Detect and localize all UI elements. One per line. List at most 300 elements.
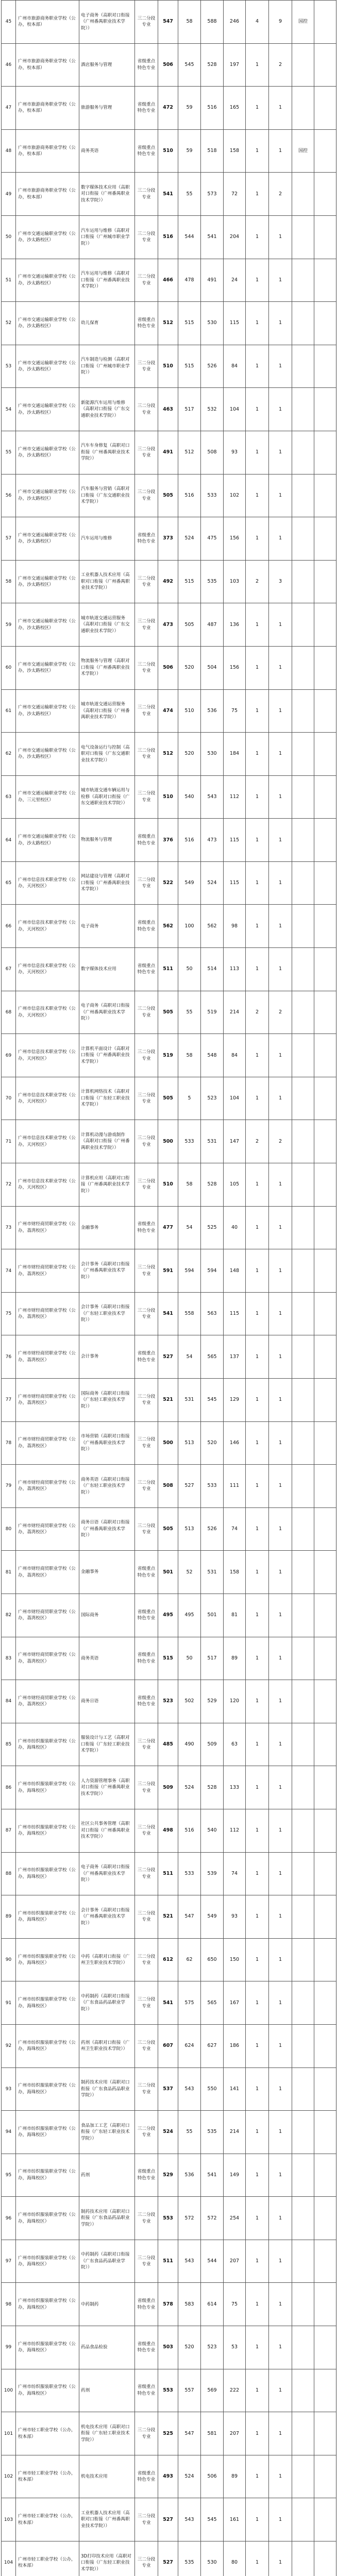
- major-name-cell: 汽车运用与维修（高职对口衔接（广州城市职业学院））: [79, 215, 135, 259]
- count-f-cell: 1: [269, 2412, 292, 2455]
- flag-cell: [292, 1249, 314, 1293]
- remark-cell: [314, 861, 336, 905]
- score-c-cell: 530: [201, 733, 224, 776]
- count-e-cell: 1: [246, 2197, 269, 2240]
- major-name-cell: 电子商务（高职对口衔接（广州番禺职业技术学院））: [79, 991, 135, 1034]
- count-f-cell: 1: [269, 1594, 292, 1637]
- row-number-cell: 56: [2, 474, 16, 517]
- table-row: [2, 733, 336, 776]
- count-e-cell: 2: [246, 560, 269, 603]
- flag-cell: [292, 1981, 314, 2025]
- count-f-cell: 1: [269, 948, 292, 991]
- flag-cell: [292, 431, 314, 474]
- count-e-cell: 1: [246, 603, 269, 647]
- count-e-cell: 1: [246, 1249, 269, 1293]
- count-e-cell: 1: [246, 1163, 269, 1207]
- score-a-cell: 491: [158, 431, 178, 474]
- score-c-cell: 539: [201, 1852, 224, 1895]
- row-number-cell: 89: [2, 1895, 16, 1939]
- major-type-cell: 省级重点特色专业: [135, 87, 158, 130]
- score-b-cell: 536: [178, 2154, 201, 2197]
- rank-cell: 63: [224, 1723, 246, 1766]
- remark-cell: [314, 1938, 336, 1981]
- major-type-cell: 三二分段专业: [135, 1120, 158, 1163]
- remark-cell: [314, 129, 336, 173]
- school-name-cell: 广州市信息技术职业学校（公办，天河校区）: [16, 948, 79, 991]
- school-name-cell: 广州市交通运输职业学校（公办，沙太路校区）: [16, 603, 79, 647]
- row-number-cell: 72: [2, 1163, 16, 1207]
- score-b-cell: 510: [178, 689, 201, 733]
- major-name-cell: 汽车运用与维修: [79, 517, 135, 561]
- table-row: [2, 1077, 336, 1120]
- remark-cell: [314, 1292, 336, 1335]
- count-e-cell: 2: [246, 991, 269, 1034]
- rank-cell: 93: [224, 431, 246, 474]
- flag-cell: [292, 1637, 314, 1680]
- score-b-cell: 624: [178, 2024, 201, 2067]
- score-c-cell: 541: [201, 215, 224, 259]
- table-row: [2, 2024, 336, 2067]
- school-name-cell: 广州市交通运输职业学校（公办，沙太路校区）: [16, 733, 79, 776]
- score-a-cell: 495: [158, 1594, 178, 1637]
- count-e-cell: 1: [246, 87, 269, 130]
- rank-cell: 84: [224, 345, 246, 388]
- score-b-cell: 524: [178, 1766, 201, 1809]
- major-name-cell: 汽车制造与检测（高职对口衔接（广州城市职业学院））: [79, 345, 135, 388]
- remark-cell: [314, 1809, 336, 1852]
- admission-score-table: [1, 0, 336, 2576]
- score-b-cell: 515: [178, 302, 201, 345]
- flag-cell: [292, 173, 314, 216]
- score-b-cell: 54: [178, 1335, 201, 1379]
- major-type-cell: 三二分段专业: [135, 603, 158, 647]
- score-b-cell: 594: [178, 1249, 201, 1293]
- table-row: [2, 1766, 336, 1809]
- score-b-cell: 545: [178, 43, 201, 87]
- flag-cell: [292, 1852, 314, 1895]
- table-row: [2, 861, 336, 905]
- table-row: [2, 302, 336, 345]
- score-c-cell: 475: [201, 517, 224, 561]
- row-number-cell: 64: [2, 819, 16, 862]
- table-row: [2, 2326, 336, 2369]
- score-a-cell: 522: [158, 861, 178, 905]
- score-c-cell: 627: [201, 2024, 224, 2067]
- rank-cell: 158: [224, 129, 246, 173]
- major-name-cell: 机电技术应用（高职对口衔接（广东轻工职业技术学院））: [79, 2412, 135, 2455]
- remark-cell: [314, 2283, 336, 2326]
- score-a-cell: 521: [158, 1895, 178, 1939]
- remark-cell: [314, 905, 336, 948]
- score-a-cell: 511: [158, 1852, 178, 1895]
- school-name-cell: 广州市纺织服装职业学校（公办，海珠校区）: [16, 2283, 79, 2326]
- school-name-cell: 广州市轻工职业学校（公办，校本部）: [16, 2498, 79, 2541]
- table-row: [2, 173, 336, 216]
- count-e-cell: 1: [246, 2067, 269, 2111]
- row-number-cell: 83: [2, 1637, 16, 1680]
- major-name-cell: 数字媒体技术应用（高职对口衔接（广州番禺职业技术学院））: [79, 173, 135, 216]
- major-name-cell: 国际商务（高职对口衔接（广东轻工职业技术学院））: [79, 1379, 135, 1422]
- major-name-cell: 城市轨道交通运营服务（高职对口衔接（广东交通职业技术学院））: [79, 603, 135, 647]
- flag-cell: [292, 2240, 314, 2283]
- count-f-cell: 1: [269, 1723, 292, 1766]
- school-name-cell: 广州市财经商贸职业学校（公办，荔湾校区）: [16, 1335, 79, 1379]
- score-b-cell: 512: [178, 431, 201, 474]
- rank-cell: 112: [224, 775, 246, 819]
- score-b-cell: 58: [178, 1163, 201, 1207]
- count-f-cell: 1: [269, 1680, 292, 1723]
- school-name-cell: 广州市纺织服装职业学校（公办，海珠校区）: [16, 1766, 79, 1809]
- rank-cell: 147: [224, 1120, 246, 1163]
- flag-cell: [292, 474, 314, 517]
- row-number-cell: 91: [2, 1981, 16, 2025]
- remark-cell: [314, 1249, 336, 1293]
- count-f-cell: 1: [269, 388, 292, 431]
- flag-cell: [292, 2197, 314, 2240]
- major-type-cell: 三二分段专业: [135, 1938, 158, 1981]
- rank-cell: 115: [224, 1292, 246, 1335]
- school-name-cell: 广州市信息技术职业学校（公办，天河校区）: [16, 1163, 79, 1207]
- rank-cell: 150: [224, 1938, 246, 1981]
- score-c-cell: 545: [201, 1379, 224, 1422]
- rank-cell: 204: [224, 215, 246, 259]
- row-number-cell: 60: [2, 646, 16, 689]
- school-name-cell: 广州市交通运输职业学校（公办，沙太路校区）: [16, 259, 79, 302]
- count-f-cell: 1: [269, 1507, 292, 1551]
- row-number-cell: 59: [2, 603, 16, 647]
- row-number-cell: 88: [2, 1852, 16, 1895]
- school-name-cell: 广州市信息技术职业学校（公办，天河校区）: [16, 1077, 79, 1120]
- major-type-cell: 三二分段专业: [135, 1465, 158, 1508]
- remark-cell: [314, 1507, 336, 1551]
- flag-cell: [292, 1163, 314, 1207]
- table-row: [2, 2240, 336, 2283]
- count-f-cell: 1: [269, 775, 292, 819]
- score-a-cell: 553: [158, 2369, 178, 2412]
- score-a-cell: 506: [158, 646, 178, 689]
- row-number-cell: 61: [2, 689, 16, 733]
- rank-cell: 111: [224, 1465, 246, 1508]
- score-b-cell: 58: [178, 1034, 201, 1077]
- score-c-cell: 562: [201, 905, 224, 948]
- remark-cell: [314, 2369, 336, 2412]
- count-f-cell: 1: [269, 2498, 292, 2541]
- major-name-cell: 汽车运用与维修（高职对口衔接（广州番禺职业技术学院））: [79, 259, 135, 302]
- rank-cell: 81: [224, 1594, 246, 1637]
- count-e-cell: 1: [246, 517, 269, 561]
- count-e-cell: 1: [246, 129, 269, 173]
- count-f-cell: 1: [269, 1249, 292, 1293]
- flag-cell: [292, 2498, 314, 2541]
- score-b-cell: 62: [178, 1938, 201, 1981]
- score-a-cell: 376: [158, 819, 178, 862]
- table-row: [2, 991, 336, 1034]
- count-e-cell: 1: [246, 1206, 269, 1249]
- flag-cell: [292, 905, 314, 948]
- remark-cell: [314, 1034, 336, 1077]
- school-name-cell: 广州市纺织服装职业学校（公办，海珠校区）: [16, 2154, 79, 2197]
- flag-cell: [292, 819, 314, 862]
- remark-cell: [314, 1723, 336, 1766]
- count-e-cell: 1: [246, 733, 269, 776]
- count-f-cell: 1: [269, 431, 292, 474]
- table-row: [2, 1120, 336, 1163]
- count-e-cell: 1: [246, 388, 269, 431]
- score-c-cell: 563: [201, 1292, 224, 1335]
- major-name-cell: 中药制药（高职对口衔接（广东食品药品职业学院））: [79, 2240, 135, 2283]
- table-row: [2, 905, 336, 948]
- score-c-cell: 517: [201, 1637, 224, 1680]
- flag-cell: [292, 646, 314, 689]
- major-type-cell: 三二分段专业: [135, 1852, 158, 1895]
- score-c-cell: 473: [201, 819, 224, 862]
- row-number-cell: 77: [2, 1379, 16, 1422]
- major-type-cell: 省级重点特色专业: [135, 2283, 158, 2326]
- major-type-cell: 三二分段专业: [135, 259, 158, 302]
- school-name-cell: 广州市纺织服装职业学校（公办，海珠校区）: [16, 2240, 79, 2283]
- score-a-cell: 477: [158, 1206, 178, 1249]
- remark-cell: [314, 2240, 336, 2283]
- score-b-cell: 59: [178, 87, 201, 130]
- score-b-cell: 527: [178, 1465, 201, 1508]
- major-name-cell: 会计事务（高职对口衔接（广州番禺职业技术学院））: [79, 1895, 135, 1939]
- remark-cell: [314, 302, 336, 345]
- remark-cell: [314, 1766, 336, 1809]
- score-a-cell: 373: [158, 517, 178, 561]
- table-row: [2, 43, 336, 87]
- major-type-cell: 三二分段专业: [135, 1034, 158, 1077]
- row-number-cell: 76: [2, 1335, 16, 1379]
- major-name-cell: 中药制药: [79, 2283, 135, 2326]
- major-name-cell: 社区公共事务管理（高职对口衔接（广州番禺职业技术学院））: [79, 1809, 135, 1852]
- score-c-cell: 516: [201, 87, 224, 130]
- school-name-cell: 广州市信息技术职业学校（公办，天河校区）: [16, 991, 79, 1034]
- score-a-cell: 527: [158, 2498, 178, 2541]
- score-a-cell: 529: [158, 2154, 178, 2197]
- score-a-cell: 525: [158, 2412, 178, 2455]
- school-name-cell: 广州市交通运输职业学校（公办，沙太路校区）: [16, 345, 79, 388]
- rank-cell: 136: [224, 603, 246, 647]
- school-name-cell: 广州市交通运输职业学校（公办，沙太路校区）: [16, 560, 79, 603]
- count-e-cell: 1: [246, 1852, 269, 1895]
- score-b-cell: 531: [178, 1379, 201, 1422]
- score-a-cell: 501: [158, 1551, 178, 1594]
- major-name-cell: 计算机动漫与游戏制作（高职对口衔接（广州番禺职业技术学院））: [79, 1120, 135, 1163]
- table-row: [2, 560, 336, 603]
- major-name-cell: 旅游服务与管理: [79, 87, 135, 130]
- score-a-cell: 541: [158, 1981, 178, 2025]
- major-type-cell: 三二分段专业: [135, 1077, 158, 1120]
- major-type-cell: 省级重点特色专业: [135, 2154, 158, 2197]
- remark-cell: [314, 2412, 336, 2455]
- major-type-cell: 三二分段专业: [135, 1421, 158, 1465]
- school-name-cell: 广州市纺织服装职业学校（公办，海珠校区）: [16, 2197, 79, 2240]
- score-a-cell: 510: [158, 775, 178, 819]
- major-name-cell: 市场营销（高职对口衔接（广州番禺职业技术学院））: [79, 1421, 135, 1465]
- count-f-cell: 1: [269, 1895, 292, 1939]
- score-a-cell: 519: [158, 1034, 178, 1077]
- school-name-cell: 广州市财经商贸职业学校（公办，荔湾校区）: [16, 1465, 79, 1508]
- major-type-cell: 省级重点特色专业: [135, 1637, 158, 1680]
- count-e-cell: 1: [246, 2024, 269, 2067]
- count-f-cell: 1: [269, 517, 292, 561]
- score-c-cell: 523: [201, 1077, 224, 1120]
- row-number-cell: 103: [2, 2498, 16, 2541]
- count-e-cell: 1: [246, 1809, 269, 1852]
- count-e-cell: 1: [246, 2498, 269, 2541]
- score-c-cell: 531: [201, 1120, 224, 1163]
- rank-cell: 80: [224, 2541, 246, 2576]
- table-row: [2, 87, 336, 130]
- flag-cell: [292, 1379, 314, 1422]
- major-name-cell: 计算机网络技术（高职对口衔接（广东轻工职业技术学院））: [79, 1077, 135, 1120]
- major-type-cell: 三二分段专业: [135, 1723, 158, 1766]
- flag-cell: [292, 2154, 314, 2197]
- school-name-cell: 广州市旅游商务职业学校（公办，校本部）: [16, 129, 79, 173]
- major-name-cell: 机电技术应用: [79, 2455, 135, 2498]
- table-row: [2, 1, 336, 44]
- table-row: [2, 2498, 336, 2541]
- score-b-cell: 558: [178, 1292, 201, 1335]
- school-name-cell: 广州市轻工职业学校（公办，校本部）: [16, 2455, 79, 2498]
- score-c-cell: 528: [201, 1766, 224, 1809]
- rank-cell: 104: [224, 1077, 246, 1120]
- rank-cell: 115: [224, 302, 246, 345]
- major-name-cell: 工业机器人技术应用（高职对口衔接（广州番禺职业技术学院））: [79, 560, 135, 603]
- school-name-cell: 广州市财经商贸职业学校（公办，荔湾校区）: [16, 1507, 79, 1551]
- count-f-cell: 1: [269, 1981, 292, 2025]
- score-b-cell: 516: [178, 474, 201, 517]
- major-type-cell: 三二分段专业: [135, 2197, 158, 2240]
- score-b-cell: 520: [178, 2326, 201, 2369]
- rank-cell: 104: [224, 388, 246, 431]
- score-c-cell: 530: [201, 2541, 224, 2576]
- rank-cell: 161: [224, 2498, 246, 2541]
- count-f-cell: 1: [269, 1551, 292, 1594]
- major-type-cell: 三二分段专业: [135, 2412, 158, 2455]
- table-row: [2, 1637, 336, 1680]
- score-c-cell: 535: [201, 560, 224, 603]
- major-type-cell: 三二分段专业: [135, 991, 158, 1034]
- major-name-cell: 会计事务: [79, 1335, 135, 1379]
- count-f-cell: 1: [269, 1206, 292, 1249]
- score-b-cell: 515: [178, 560, 201, 603]
- count-f-cell: 1: [269, 259, 292, 302]
- score-b-cell: 505: [178, 603, 201, 647]
- score-a-cell: 547: [158, 1, 178, 44]
- rank-cell: 156: [224, 517, 246, 561]
- table-row: [2, 948, 336, 991]
- count-e-cell: 1: [246, 1551, 269, 1594]
- major-name-cell: 中药（高职对口衔接（广州卫生职业技术学院））: [79, 1938, 135, 1981]
- score-a-cell: 612: [158, 1938, 178, 1981]
- score-b-cell: 516: [178, 819, 201, 862]
- flag-cell: [292, 1680, 314, 1723]
- school-name-cell: 广州市交通运输职业学校（公办，沙太路校区）: [16, 689, 79, 733]
- score-a-cell: 527: [158, 1335, 178, 1379]
- remark-cell: [314, 1551, 336, 1594]
- remark-cell: [314, 1895, 336, 1939]
- row-number-cell: 66: [2, 905, 16, 948]
- score-a-cell: 474: [158, 689, 178, 733]
- remark-cell: [314, 603, 336, 647]
- count-f-cell: 1: [269, 474, 292, 517]
- table-row: [2, 345, 336, 388]
- rank-cell: 115: [224, 819, 246, 862]
- remark-cell: [314, 517, 336, 561]
- major-name-cell: 物流服务与管理（高职对口衔接（广州番禺职业技术学院））: [79, 646, 135, 689]
- score-c-cell: 594: [201, 1249, 224, 1293]
- remark-cell: [314, 1981, 336, 2025]
- school-name-cell: 广州市纺织服装职业学校（公办，海珠校区）: [16, 2111, 79, 2154]
- score-a-cell: 493: [158, 2455, 178, 2498]
- major-type-cell: 三二分段专业: [135, 345, 158, 388]
- remark-cell: [314, 1, 336, 44]
- flag-cell: [292, 1723, 314, 1766]
- score-b-cell: 478: [178, 259, 201, 302]
- major-name-cell: 制药技术应用（高职对口衔接（广东食品药品职业学院））: [79, 2197, 135, 2240]
- row-number-cell: 68: [2, 991, 16, 1034]
- table-row: [2, 2067, 336, 2111]
- count-f-cell: 1: [269, 2111, 292, 2154]
- rank-cell: 167: [224, 1981, 246, 2025]
- score-a-cell: 521: [158, 1379, 178, 1422]
- count-e-cell: 1: [246, 775, 269, 819]
- count-f-cell: 1: [269, 603, 292, 647]
- flag-cell: 国控: [292, 1, 314, 44]
- score-b-cell: 524: [178, 517, 201, 561]
- major-name-cell: 城市轨道交通运营服务（高职对口衔接（广州番禺职业技术学院））: [79, 689, 135, 733]
- score-a-cell: 512: [158, 733, 178, 776]
- count-e-cell: 1: [246, 646, 269, 689]
- score-a-cell: 492: [158, 560, 178, 603]
- flag-cell: [292, 1507, 314, 1551]
- count-f-cell: 1: [269, 2240, 292, 2283]
- count-e-cell: 1: [246, 474, 269, 517]
- school-name-cell: 广州市信息技术职业学校（公办，天河校区）: [16, 1120, 79, 1163]
- count-f-cell: 1: [269, 819, 292, 862]
- table-row: [2, 1465, 336, 1508]
- count-e-cell: 1: [246, 1292, 269, 1335]
- count-f-cell: 2: [269, 991, 292, 1034]
- count-e-cell: 1: [246, 1077, 269, 1120]
- major-name-cell: 会计事务（高职对口衔接（广州番禺职业技术学院））: [79, 1249, 135, 1293]
- table-row: [2, 1163, 336, 1207]
- flag-cell: [292, 2283, 314, 2326]
- table-row: [2, 1292, 336, 1335]
- score-b-cell: 543: [178, 2240, 201, 2283]
- count-f-cell: 1: [269, 129, 292, 173]
- flag-cell: [292, 733, 314, 776]
- count-f-cell: 1: [269, 2369, 292, 2412]
- score-b-cell: 495: [178, 1594, 201, 1637]
- count-e-cell: 1: [246, 905, 269, 948]
- table-row: [2, 1551, 336, 1594]
- score-a-cell: 510: [158, 1163, 178, 1207]
- table-row: [2, 1938, 336, 1981]
- major-name-cell: 商务英语（高职对口衔接（广东轻工职业技术学院））: [79, 1465, 135, 1508]
- rank-cell: 148: [224, 1249, 246, 1293]
- remark-cell: [314, 1335, 336, 1379]
- count-e-cell: 1: [246, 215, 269, 259]
- major-type-cell: 三二分段专业: [135, 388, 158, 431]
- score-c-cell: 501: [201, 1594, 224, 1637]
- count-f-cell: 2: [269, 43, 292, 87]
- count-f-cell: 2: [269, 1120, 292, 1163]
- score-a-cell: 505: [158, 991, 178, 1034]
- score-a-cell: 512: [158, 302, 178, 345]
- score-c-cell: 614: [201, 2283, 224, 2326]
